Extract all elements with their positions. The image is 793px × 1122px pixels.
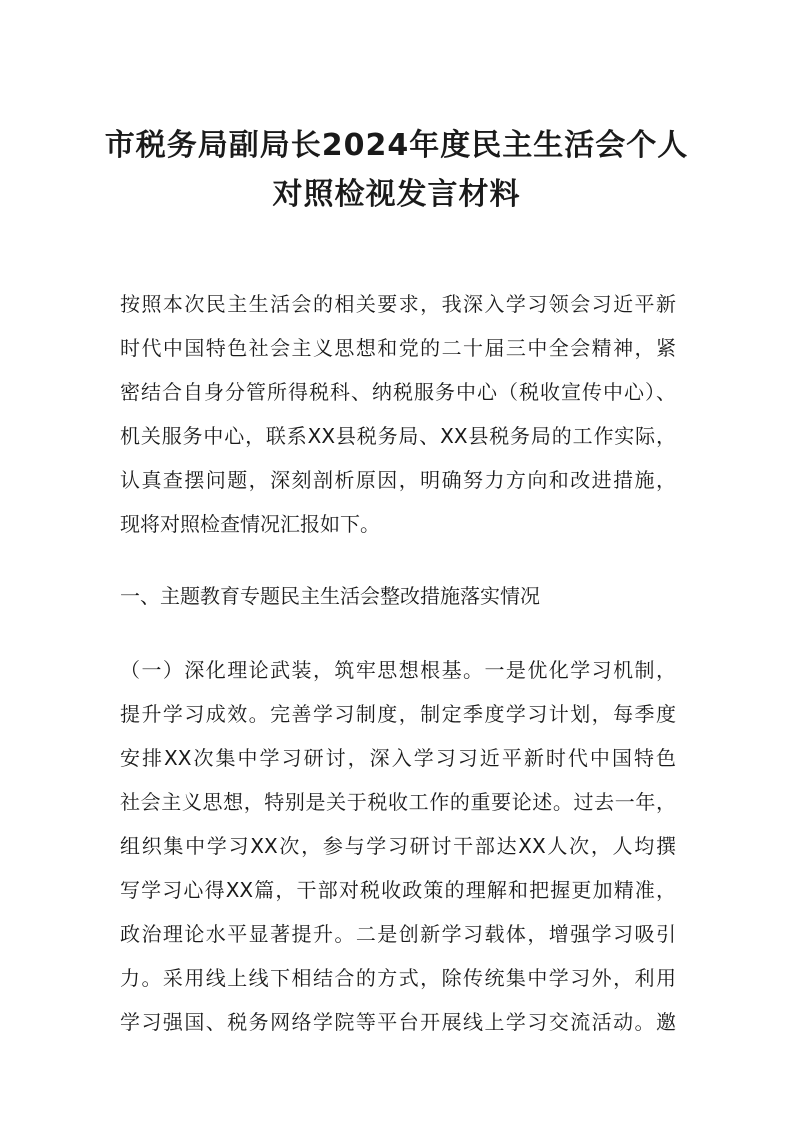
intro-line: 认真查摆问题，深刻剖析原因，明确努力方向和改进措施， [120,468,676,492]
section-heading: 一、主题教育专题民主生活会整改措施落实情况 [120,584,540,608]
document-title-line-1: 市税务局副局长2024年度民主生活会个人 [104,128,689,163]
body-line: 力。采用线上线下相结合的方式，除传统集中学习外，利用 [120,966,676,990]
intro-line: 密结合自身分管所得税科、纳税服务中心（税收宣传中心）、 [120,380,676,404]
intro-line: 现将对照检查情况汇报如下。 [120,512,380,536]
intro-line: 机关服务中心，联系XX县税务局、XX县税务局的工作实际， [120,424,676,448]
body-line: 写学习心得XX篇，干部对税收政策的理解和把握更加精准， [120,878,676,902]
document-title-line-2: 对照检视发言材料 [272,177,521,212]
body-line: 政治理论水平显著提升。二是创新学习载体，增强学习吸引 [120,922,676,946]
intro-line: 按照本次民主生活会的相关要求，我深入学习领会习近平新 [120,292,676,316]
body-line: 学习强国、税务网络学院等平台开展线上学习交流活动。邀 [120,1010,676,1034]
body-line: 提升学习成效。完善学习制度，制定季度学习计划，每季度 [120,702,676,726]
intro-line: 时代中国特色社会主义思想和党的二十届三中全会精神，紧 [120,336,676,360]
body-line: （一）深化理论武装，筑牢思想根基。一是优化学习机制， [120,658,676,682]
body-line: 安排XX次集中学习研讨，深入学习习近平新时代中国特色 [120,746,676,770]
body-line: 组织集中学习XX次，参与学习研讨干部达XX人次，人均撰 [120,834,676,858]
body-line: 社会主义思想，特别是关于税收工作的重要论述。过去一年， [120,790,676,814]
